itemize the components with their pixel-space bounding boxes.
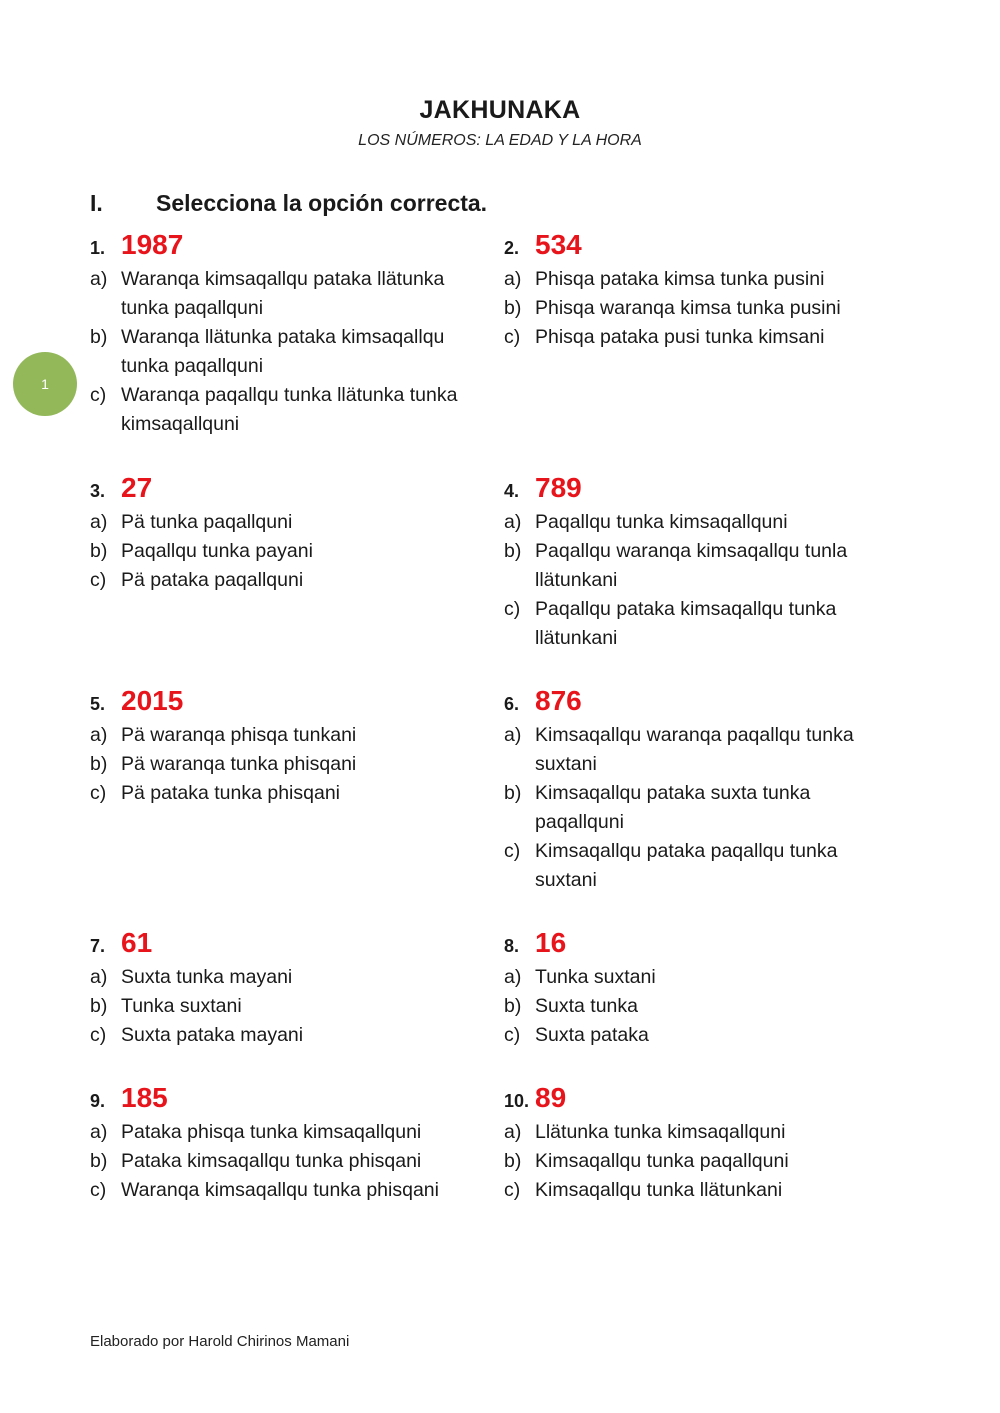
option-text: Paqallqu waranqa kimsaqallqu tunla llätunkani xyxy=(535,540,848,591)
answer-option[interactable] xyxy=(90,1118,490,1147)
option-text: Llätunka tunka kimsaqallquni xyxy=(535,1121,786,1143)
answer-option[interactable] xyxy=(90,323,490,381)
question-number: 7. xyxy=(90,936,106,956)
option-text: Pä tunka paqallquni xyxy=(121,511,293,533)
question-1 xyxy=(90,229,490,439)
answer-option[interactable] xyxy=(90,381,490,439)
footer-credit: Elaborado por Harold Chirinos Mamani xyxy=(90,1333,350,1350)
question-4 xyxy=(504,472,904,653)
question-value: 876 xyxy=(535,685,582,716)
option-text: Waranqa paqallqu tunka llätunka tunka kimsaqallquni xyxy=(121,384,458,435)
question-header xyxy=(504,229,904,265)
option-letter: b) xyxy=(504,782,522,804)
question-header xyxy=(504,927,904,963)
question-value: 185 xyxy=(121,1082,168,1113)
question-value: 534 xyxy=(535,229,582,260)
question-number: 10. xyxy=(504,1091,530,1111)
option-letter: a) xyxy=(90,1121,108,1143)
option-letter: a) xyxy=(504,511,522,533)
option-letter: a) xyxy=(90,511,108,533)
option-letter: a) xyxy=(90,268,108,290)
section-numeral: I. xyxy=(90,190,103,216)
question-header xyxy=(90,927,490,963)
section-heading xyxy=(90,190,487,217)
option-text: Tunka suxtani xyxy=(535,966,656,988)
option-letter: b) xyxy=(90,753,108,775)
option-text: Waranqa llätunka pataka kimsaqallqu tunka paqallquni xyxy=(121,326,445,377)
section-instruction: Selecciona la opción correcta. xyxy=(156,190,488,216)
option-letter: a) xyxy=(504,268,522,290)
option-letter: a) xyxy=(504,724,522,746)
answer-option[interactable] xyxy=(504,721,904,779)
option-text: Tunka suxtani xyxy=(121,995,242,1017)
option-text: Pä waranqa tunka phisqani xyxy=(121,753,357,775)
question-header xyxy=(90,229,490,265)
question-number: 9. xyxy=(90,1091,106,1111)
answer-option[interactable] xyxy=(90,750,490,779)
question-10 xyxy=(504,1082,904,1205)
question-3 xyxy=(90,472,490,595)
answer-option[interactable] xyxy=(504,1176,904,1205)
question-number: 4. xyxy=(504,481,520,501)
option-letter: b) xyxy=(90,540,108,562)
question-value: 61 xyxy=(121,927,153,958)
option-letter: c) xyxy=(90,569,107,591)
option-letter: b) xyxy=(504,1150,522,1172)
question-number: 1. xyxy=(90,238,106,258)
option-text: Waranqa kimsaqallqu tunka phisqani xyxy=(121,1179,439,1201)
option-letter: b) xyxy=(90,1150,108,1172)
question-6 xyxy=(504,685,904,895)
option-text: Kimsaqallqu waranqa paqallqu tunka suxtani xyxy=(535,724,854,775)
option-text: Phisqa pataka kimsa tunka pusini xyxy=(535,268,825,290)
answer-option[interactable] xyxy=(504,779,904,837)
question-header xyxy=(90,1082,490,1118)
question-number: 3. xyxy=(90,481,106,501)
option-text: Kimsaqallqu tunka paqallquni xyxy=(535,1150,789,1172)
answer-option[interactable] xyxy=(90,1021,490,1050)
question-value: 89 xyxy=(535,1082,567,1113)
option-letter: a) xyxy=(504,966,522,988)
question-number: 5. xyxy=(90,694,106,714)
question-2 xyxy=(504,229,904,352)
option-letter: c) xyxy=(90,1179,107,1201)
option-letter: b) xyxy=(504,540,522,562)
question-9 xyxy=(90,1082,490,1205)
option-letter: b) xyxy=(90,995,108,1017)
option-text: Waranqa kimsaqallqu pataka llätunka tunka paqallquni xyxy=(121,268,445,319)
question-header xyxy=(504,1082,904,1118)
question-header xyxy=(90,685,490,721)
option-text: Suxta pataka xyxy=(535,1024,649,1046)
question-value: 16 xyxy=(535,927,567,958)
answer-option[interactable] xyxy=(504,992,904,1021)
answer-option[interactable] xyxy=(90,1147,490,1176)
answer-option[interactable] xyxy=(90,265,490,323)
answer-option[interactable] xyxy=(504,294,904,323)
answer-option[interactable] xyxy=(504,837,904,895)
answer-option[interactable] xyxy=(504,265,904,294)
option-text: Pä pataka paqallquni xyxy=(121,569,304,591)
option-text: Pä waranqa phisqa tunkani xyxy=(121,724,357,746)
question-5 xyxy=(90,685,490,808)
option-letter: b) xyxy=(504,995,522,1017)
option-letter: a) xyxy=(504,1121,522,1143)
answer-option[interactable] xyxy=(504,1118,904,1147)
page-number-badge: 1 xyxy=(13,352,77,416)
question-number: 6. xyxy=(504,694,520,714)
answer-option[interactable] xyxy=(504,508,904,537)
option-text: Paqallqu pataka kimsaqallqu tunka llätunkani xyxy=(535,598,837,649)
page-title: JAKHUNAKA xyxy=(419,96,581,124)
answer-option[interactable] xyxy=(90,992,490,1021)
answer-option[interactable] xyxy=(90,566,490,595)
option-text: Pä pataka tunka phisqani xyxy=(121,782,340,804)
answer-option[interactable] xyxy=(504,323,904,352)
answer-option[interactable] xyxy=(504,963,904,992)
option-letter: c) xyxy=(504,1024,521,1046)
option-letter: c) xyxy=(90,1024,107,1046)
answer-option[interactable] xyxy=(90,537,490,566)
option-text: Kimsaqallqu tunka llätunkani xyxy=(535,1179,783,1201)
option-text: Suxta tunka mayani xyxy=(121,966,293,988)
answer-option[interactable] xyxy=(504,1147,904,1176)
question-number: 8. xyxy=(504,936,520,956)
option-letter: b) xyxy=(90,326,108,348)
option-text: Phisqa waranqa kimsa tunka pusini xyxy=(535,297,841,319)
question-value: 789 xyxy=(535,472,582,503)
option-text: Suxta tunka xyxy=(535,995,638,1017)
question-header xyxy=(504,472,904,508)
question-number: 2. xyxy=(504,238,520,258)
option-letter: c) xyxy=(504,598,521,620)
option-text: Paqallqu tunka kimsaqallquni xyxy=(535,511,788,533)
answer-option[interactable] xyxy=(90,508,490,537)
answer-option[interactable] xyxy=(90,721,490,750)
question-value: 27 xyxy=(121,472,153,503)
option-text: Paqallqu tunka payani xyxy=(121,540,313,562)
page-subtitle: LOS NÚMEROS: LA EDAD Y LA HORA xyxy=(358,132,642,149)
option-letter: c) xyxy=(504,326,521,348)
question-7 xyxy=(90,927,490,1050)
option-text: Pataka kimsaqallqu tunka phisqani xyxy=(121,1150,422,1172)
answer-option[interactable] xyxy=(504,537,904,595)
option-letter: a) xyxy=(90,724,108,746)
question-header xyxy=(90,472,490,508)
option-text: Kimsaqallqu pataka suxta tunka paqallquni xyxy=(535,782,811,833)
option-text: Kimsaqallqu pataka paqallqu tunka suxtani xyxy=(535,840,838,891)
question-8 xyxy=(504,927,904,1050)
answer-option[interactable] xyxy=(504,1021,904,1050)
answer-option[interactable] xyxy=(90,1176,490,1205)
option-letter: c) xyxy=(504,1179,521,1201)
option-text: Suxta pataka mayani xyxy=(121,1024,304,1046)
option-letter: c) xyxy=(504,840,521,862)
option-letter: a) xyxy=(90,966,108,988)
answer-option[interactable] xyxy=(90,779,490,808)
answer-option[interactable] xyxy=(504,595,904,653)
question-header xyxy=(504,685,904,721)
option-letter: c) xyxy=(90,384,107,406)
option-letter: c) xyxy=(90,782,107,804)
question-value: 1987 xyxy=(121,229,184,260)
question-value: 2015 xyxy=(121,685,184,716)
option-letter: b) xyxy=(504,297,522,319)
option-text: Pataka phisqa tunka kimsaqallquni xyxy=(121,1121,422,1143)
option-text: Phisqa pataka pusi tunka kimsani xyxy=(535,326,825,348)
answer-option[interactable] xyxy=(90,963,490,992)
